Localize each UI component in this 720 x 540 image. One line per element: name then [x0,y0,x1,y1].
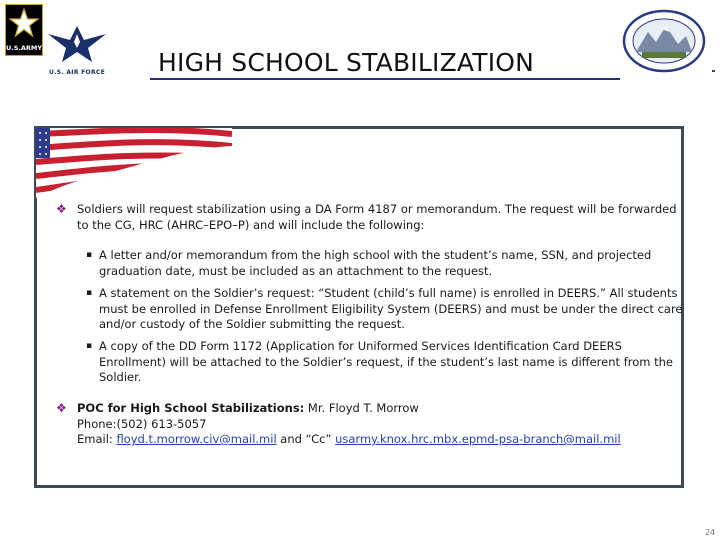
army-logo [5,4,43,56]
installation-seal [622,8,716,74]
title-divider [150,78,620,80]
square-dot-icon: ▪ [86,341,93,351]
poc-email-line [77,432,686,448]
list-item [86,339,686,386]
army-logo-text: U.S.ARMY [6,44,43,52]
square-dot-icon: ▪ [86,288,93,298]
sub-bullet-text: A copy of the DD Form 1172 (Application for Uniformed Services Identification Card DEERS Enrollment) will be attached to the Soldier’s request, if the student’s last name is different from the Soldier. [99,339,673,384]
bullet-text: Soldiers will request stabilization using a DA Form 4187 or memorandum. The request will be forwarded to the CG, HRC (AHRC–EPO–P) and will include the following: [77,202,677,232]
page-title: HIGH SCHOOL STABILIZATION [158,48,535,77]
poc-line [77,401,686,417]
american-flag-graphic [36,128,232,198]
poc-name: Mr. Floyd T. Morrow [304,401,419,415]
air-force-logo [46,22,108,76]
air-force-logo-text: U.S. AIR FORCE [49,69,105,76]
list-item [56,202,686,233]
email-and-text: and “Cc” [276,432,336,446]
sub-bullet-text: A letter and/or memorandum from the high school with the student’s name, SSN, and projected graduation date, must be included as an attachment to the request. [99,248,652,278]
air-force-wings-icon [46,22,108,66]
email-prefix: Email: [77,432,117,446]
poc-block [56,401,686,448]
army-star-icon [9,8,39,38]
sub-bullet-text: A statement on the Soldier’s request: “Student (child’s full name) is enrolled in DEERS.” All students must be enrolled in Defense Enrollment Eligibility System (DEERS) and must be under the direct care and/or custody of the Soldier submitting the request. [99,286,683,331]
list-item [86,248,686,279]
poc-label: POC for High School Stabilizations: [77,401,305,415]
email-link-primary[interactable]: floyd.t.morrow.civ@mail.mil [116,432,277,446]
page-number: 24 [705,528,716,537]
square-dot-icon: ▪ [86,250,93,260]
diamond-bullet-icon: ❖ [56,401,67,415]
poc-phone: Phone:(502) 613-5057 [77,416,207,431]
list-item [86,286,686,333]
email-link-branch[interactable]: usarmy.knox.hrc.mbx.epmd-psa-branch@mail.mil [335,432,621,446]
diamond-bullet-icon: ❖ [56,202,67,216]
